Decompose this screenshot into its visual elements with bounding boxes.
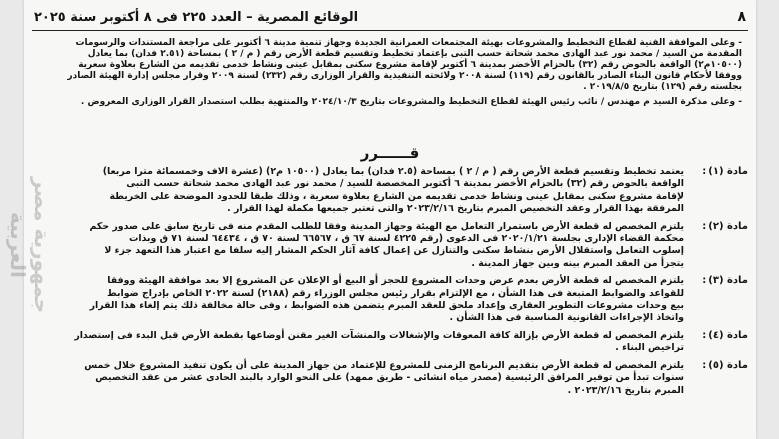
header-divider [32, 30, 748, 31]
article-line: يلتزم المخصص له قطعة الأرض باستمرار التعامل مع الهيئة وجهاز المدينة وفقا للطلب المقدم منه فى تاريخ سابق على صدور حكم [89, 220, 684, 232]
article-label: مادة (٢): [702, 220, 748, 232]
preamble-line: ووفقا لأحكام قانون البناء الصادر بالقانون رقم (١١٩) لسنة ٢٠٠٨ ولائحته التنفيذية والقرار الوزارى رقم (٢٣٢) لسنة ٢٠٠٩ وقرار مجلس إدارة الهيئة الصادر [67, 71, 742, 81]
preamble-paragraph [40, 38, 742, 93]
preamble-line: (١٠٥٠٠م٢) الواقعة بالحوض رقم (٣٢) بالحزام الأخضر بمدينة ٦ أكتوبر لإقامة مشروع سكنى بمقابل عينى ونشاط خدمى تقديمه من الشارع بعلاوة سعرية [78, 60, 742, 70]
article-3 [38, 275, 748, 325]
article-2 [38, 221, 748, 271]
article-line: للقواعد والضوابط المتبعة فى هذا الشأن ، مع الإلتزام بقرار رئيس مجلس الوزراء رقم (٢١٨٨) لسنة ٢٠٢٢ الخاص بإدراج ضوابط [106, 287, 684, 299]
decision-heading: قــــــرر [360, 144, 420, 162]
article-line: الواقعة بالحوض رقم (٣٢) بالحزام الأخضر بمدينة ٦ أكتوبر المخصصة للسيد / محمد نور عبد الهادى محمد شحاتة حسب التبى [126, 178, 684, 190]
article-body [38, 275, 684, 325]
preamble-line: المقدمة من السيد / محمد نور عبد الهادى محمد شحاتة حسب التبى بإعتماد تخطيط وتقسيم قطعة الأرض رقم ( م / ٢ ) بمساحة (٢.٥١ فدان) بما يعادل [87, 49, 742, 59]
article-line: بيع وحدات مشروعات التطوير العقارى وإعداد ملحق للعقد المبرم يتضمن هذه الضوابط ، وفى حالة مخالفة ذلك يتم إلغاء هذا القرار [89, 300, 684, 312]
article-line: سنوات تبدأ من توفير المرافق الرئيسية (مصدر مياه انشائى - طريق ممهد) على النحو الوارد بالبند الحادى عشر من عقد التخصيص [95, 372, 684, 384]
article-label: مادة (١): [702, 166, 748, 177]
article-line: يلتزم المخصص له قطعة الأرض بعدم عرض وحدات المشروع للحجز أو البيع أو الإعلان عن المشروع إلا بعد موافقة الهيئة ووفقا [107, 275, 684, 287]
watermark-stamp: جمهورية مصر العربية [6, 176, 54, 314]
preamble-paragraph [40, 97, 742, 108]
article-line: يعتمد تخطيط وتقسيم قطعة الأرض رقم ( م / ٢ ) بمساحة (٢.٥ فدان) بما يعادل (١٠٥٠٠ م٢) (عشرة الاف وخمسمائة مترا مربعا) [102, 166, 684, 177]
article-label: مادة (٥): [702, 359, 748, 371]
article-line: المبرم بتاريخ ٢٠٢٣/٢/١٦ . [567, 384, 684, 396]
preamble-line: - وعلى الموافقة الفنية لقطاع التخطيط والمشروعات بهيئة المجتمعات العمرانية الجديدة وجهاز تنمية مدينة ٦ أكتوبر على مراجعة المستندات والرسومات [75, 38, 742, 48]
article-body [38, 166, 684, 216]
article-line: تراخيص البناء . [615, 342, 684, 354]
articles [38, 166, 748, 402]
article-label: مادة (٤): [702, 329, 748, 341]
article-line: محكمة القضاء الإدارى بجلسة ٢٠٢٠/١/٢١ فى الدعوى (رقم ٤٢٢٥ لسنة ٦٧ ق ، ٦٦٥٦٧ لسنة ٧٠ ق ، ٦٤٤٣٤ لسنة ٧١ ق وبذات [128, 233, 684, 245]
article-line: يلتزم المخصص له قطعة الأرض بتقديم البرنامج الزمنى للمشروع للإعتماد من جهاز المدينة على أن يكون تنفيذ المشروع خلال خمس [84, 359, 684, 371]
preamble-line: - وعلى مذكرة السيد م مهندس / نائب رئيس الهيئة لقطاع التخطيط والمشروعات بتاريخ ٢٠٢٤/١٠/٣ والمنتهية بطلب استصدار القرار الوزارى المعروض . [80, 97, 742, 107]
article-label: مادة (٣): [702, 275, 748, 287]
page-number: ٨ [737, 9, 746, 25]
article-4 [38, 330, 748, 355]
preamble [40, 38, 742, 112]
gazette-title: الوقائع المصرية – العدد ٢٢٥ فى ٨ أكتوبر سنة ٢٠٢٥ [34, 9, 359, 25]
article-1 [38, 166, 748, 216]
page-header [34, 6, 746, 28]
article-line: يتجزأ من العقد المبرم بينه وبين جهاز المدينة . [471, 257, 684, 269]
article-line: واتخاذ الإجراءات القانونية المناسبة فى هذا الشأن . [449, 312, 684, 324]
gazette-page [6, 0, 756, 439]
article-body [38, 221, 684, 271]
article-5 [38, 360, 748, 397]
article-line: إسلوب التعامل واستقلال الأرض بنشاط سكنى والتنازل عن إعمال كافة آثار الحكم المشار إليه سلفا مع اعتبار هذا التعهد جزء لا [104, 245, 684, 257]
article-line: لإقامة مشروع سكنى بمقابل عينى ونشاط خدمى تقديمه من الشارع بعلاوة سعرية ، وذلك طبقا للحدود الموضحة على الخريطة [109, 190, 684, 202]
preamble-line: بجلسته رقم (١٢٩) بتاريخ ٢٠١٩/٨/٥ . [583, 82, 742, 92]
article-body [38, 360, 684, 397]
article-body [38, 330, 684, 355]
article-line: يلتزم المخصص له قطعة الأرض بإزالة كافة المعوقات والإشغالات والمنشآت الغير مقنن أوضاعها بقطعة الأرض قبل البدء فى إستصدار [74, 329, 684, 341]
article-line: المرفقة بهذا القرار وعقد التخصيص المبرم بتاريخ ٢٠٢٣/٢/١٦ والتى تعتبر جميعها مكملة لهذا القرار . [227, 203, 684, 215]
